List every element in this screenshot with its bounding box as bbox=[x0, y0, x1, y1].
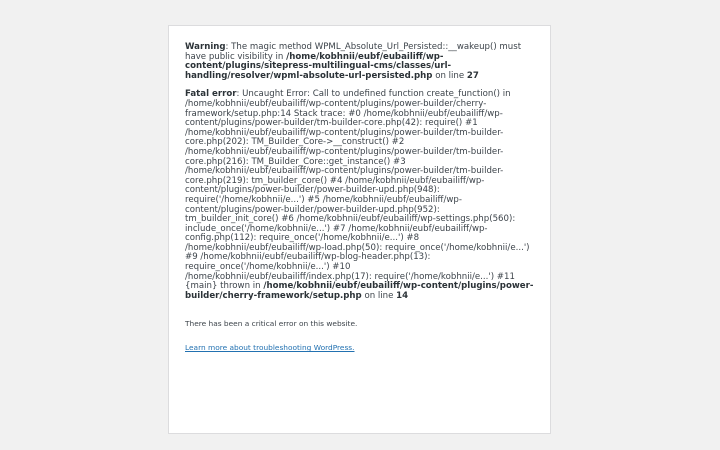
error-card bbox=[168, 25, 551, 434]
warning-file-path: /home/kobhnii/eubf/eubailiff/wp-content/plugins/sitepress-multilingual-cms/classes/url-handling/resolver/wpml-absolute-url-persisted.php bbox=[185, 51, 452, 81]
fatal-error-file-path: /home/kobhnii/eubf/eubailiff/wp-content/plugins/power-builder/cherry-framework/setup.php bbox=[185, 281, 534, 301]
fatal-error-label: Fatal error bbox=[185, 89, 237, 100]
fatal-error-line-number: 14 bbox=[396, 290, 409, 301]
warning-line-number: 27 bbox=[466, 70, 479, 81]
warning-message bbox=[185, 43, 534, 81]
warning-on-line-text: on line bbox=[432, 70, 467, 81]
warning-text: : The magic method WPML_Absolute_Url_Persisted::__wakeup() must have public visibility in bbox=[185, 42, 522, 62]
fatal-error-message bbox=[185, 90, 534, 301]
fatal-error-stack-trace: : Uncaught Error: Call to undefined function create_function() in /home/kobhnii/eubf/eubailiff/wp-content/plugins/power-builder/cherry-framework/setup.php:14 Stack trace: #0 /home/kobhnii/eubf/eubailiff/wp-content/plugins/power-builder/tm-builder-core.php(42): require() #1 /home/kobhnii/eubf/eubailiff/wp-content/plugins/power-builder/tm-builder-core.php(202): TM_Builder_Core->__construct() #2 /home/kobhnii/eubf/eubailiff/wp-content/plugins/power-builder/tm-builder-core.php(216): TM_Builder_Core::get_instance() #3 /home/kobhnii/eubf/eubailiff/wp-content/plugins/power-builder/tm-builder-core.php(219): tm_builder_core() #4 /home/kobhnii/eubf/eubailiff/wp-content/plugins/power-builder/power-builder-upd.php(948): require('/home/kobhnii/e...') #5 /home/kobhnii/eubf/eubailiff/wp-content/plugins/power-builder/power-builder-upd.php(952): tm_builder_init_core() #6 /home/kobhnii/eubf/eubailiff/wp-settings.php(560): include_once('/home/kobhnii/e...') #7 /home/kobhnii/eubf/eubailiff/wp-config.php(112): require_once('/home/kobhnii/e...') #8 /home/kobhnii/eubf/eubailiff/wp-load.php(50): require_once('/home/kobhnii/e...') #9 /home/kobhnii/eubf/eubailiff/wp-blog-header.php(13): require_once('/home/kobhnii/e...') #10 /home/kobhnii/eubf/eubailiff/index.php(17): require('/home/kobhnii/e...') #11 {main} thrown in bbox=[185, 89, 530, 292]
learn-more-link[interactable]: Learn more about troubleshooting WordPress. bbox=[185, 343, 355, 353]
warning-label: Warning bbox=[185, 42, 226, 52]
learn-more-paragraph bbox=[185, 343, 534, 353]
critical-error-text: There has been a critical error on this website. bbox=[185, 319, 358, 329]
fatal-error-on-line-text: on line bbox=[361, 290, 397, 301]
